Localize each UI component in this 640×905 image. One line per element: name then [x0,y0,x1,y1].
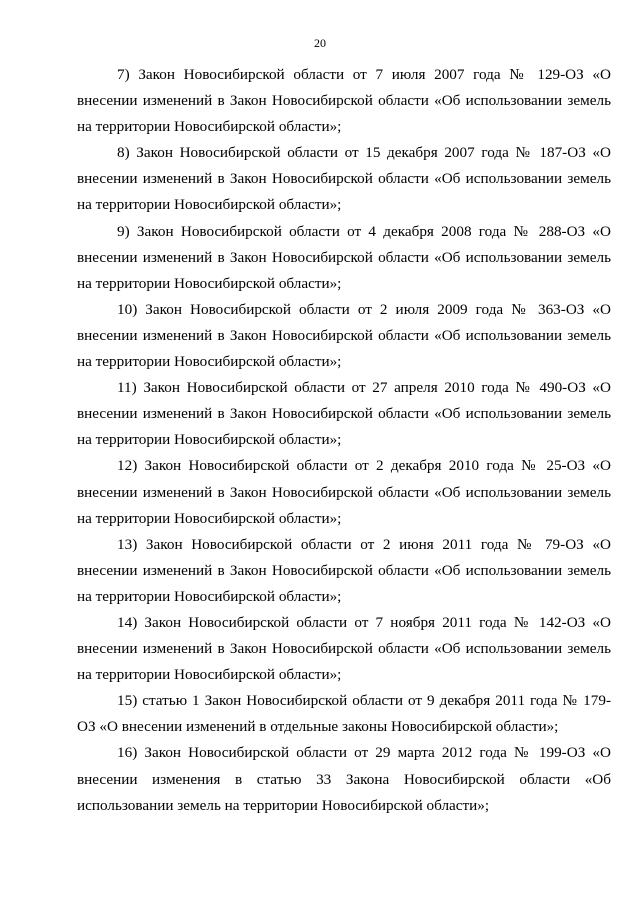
list-item: 11) Закон Новосибирской области от 27 апреля 2010 года № 490-ОЗ «О внесении изменений в Закон Новосибирской области «Об использовании земель на территории Новосибирской области»; [77,379,611,449]
document-body [77,62,611,819]
list-item: 13) Закон Новосибирской области от 2 июня 2011 года № 79-ОЗ «О внесении изменений в Закон Новосибирской области «Об использовании земель на территории Новосибирской области»; [77,535,611,605]
list-item: 14) Закон Новосибирской области от 7 ноября 2011 года № 142-ОЗ «О внесении изменений в Закон Новосибирской области «Об использовании земель на территории Новосибирской области»; [77,613,611,684]
list-item: 8) Закон Новосибирской области от 15 декабря 2007 года № 187-ОЗ «О внесении изменений в Закон Новосибирской области «Об использовании земель на территории Новосибирской области»; [77,144,611,214]
list-item: 15) статью 1 Закон Новосибирской области от 9 декабря 2011 года № 179-ОЗ «О внесении изменений в отдельные законы Новосибирской области»; [77,692,611,736]
list-item: 16) Закон Новосибирской области от 29 марта 2012 года № 199-ОЗ «О внесении изменения в статью 33 Закона Новосибирской области «Об использовании земель на территории Новосибирской области»; [77,744,611,814]
list-item: 9) Закон Новосибирской области от 4 декабря 2008 года № 288-ОЗ «О внесении изменений в Закон Новосибирской области «Об использовании земель на территории Новосибирской области»; [77,222,611,292]
list-item: 12) Закон Новосибирской области от 2 декабря 2010 года № 25-ОЗ «О внесении изменений в Закон Новосибирской области «Об использовании земель на территории Новосибирской области»; [77,457,611,527]
list-item: 7) Закон Новосибирской области от 7 июля 2007 года № 129-ОЗ «О внесении изменений в Закон Новосибирской области «Об использовании земель на территории Новосибирской области»; [77,66,611,136]
list-item: 10) Закон Новосибирской области от 2 июля 2009 года № 363-ОЗ «О внесении изменений в Закон Новосибирской области «Об использовании земель на территории Новосибирской области»; [77,300,611,371]
page-number: 20 [314,36,326,50]
